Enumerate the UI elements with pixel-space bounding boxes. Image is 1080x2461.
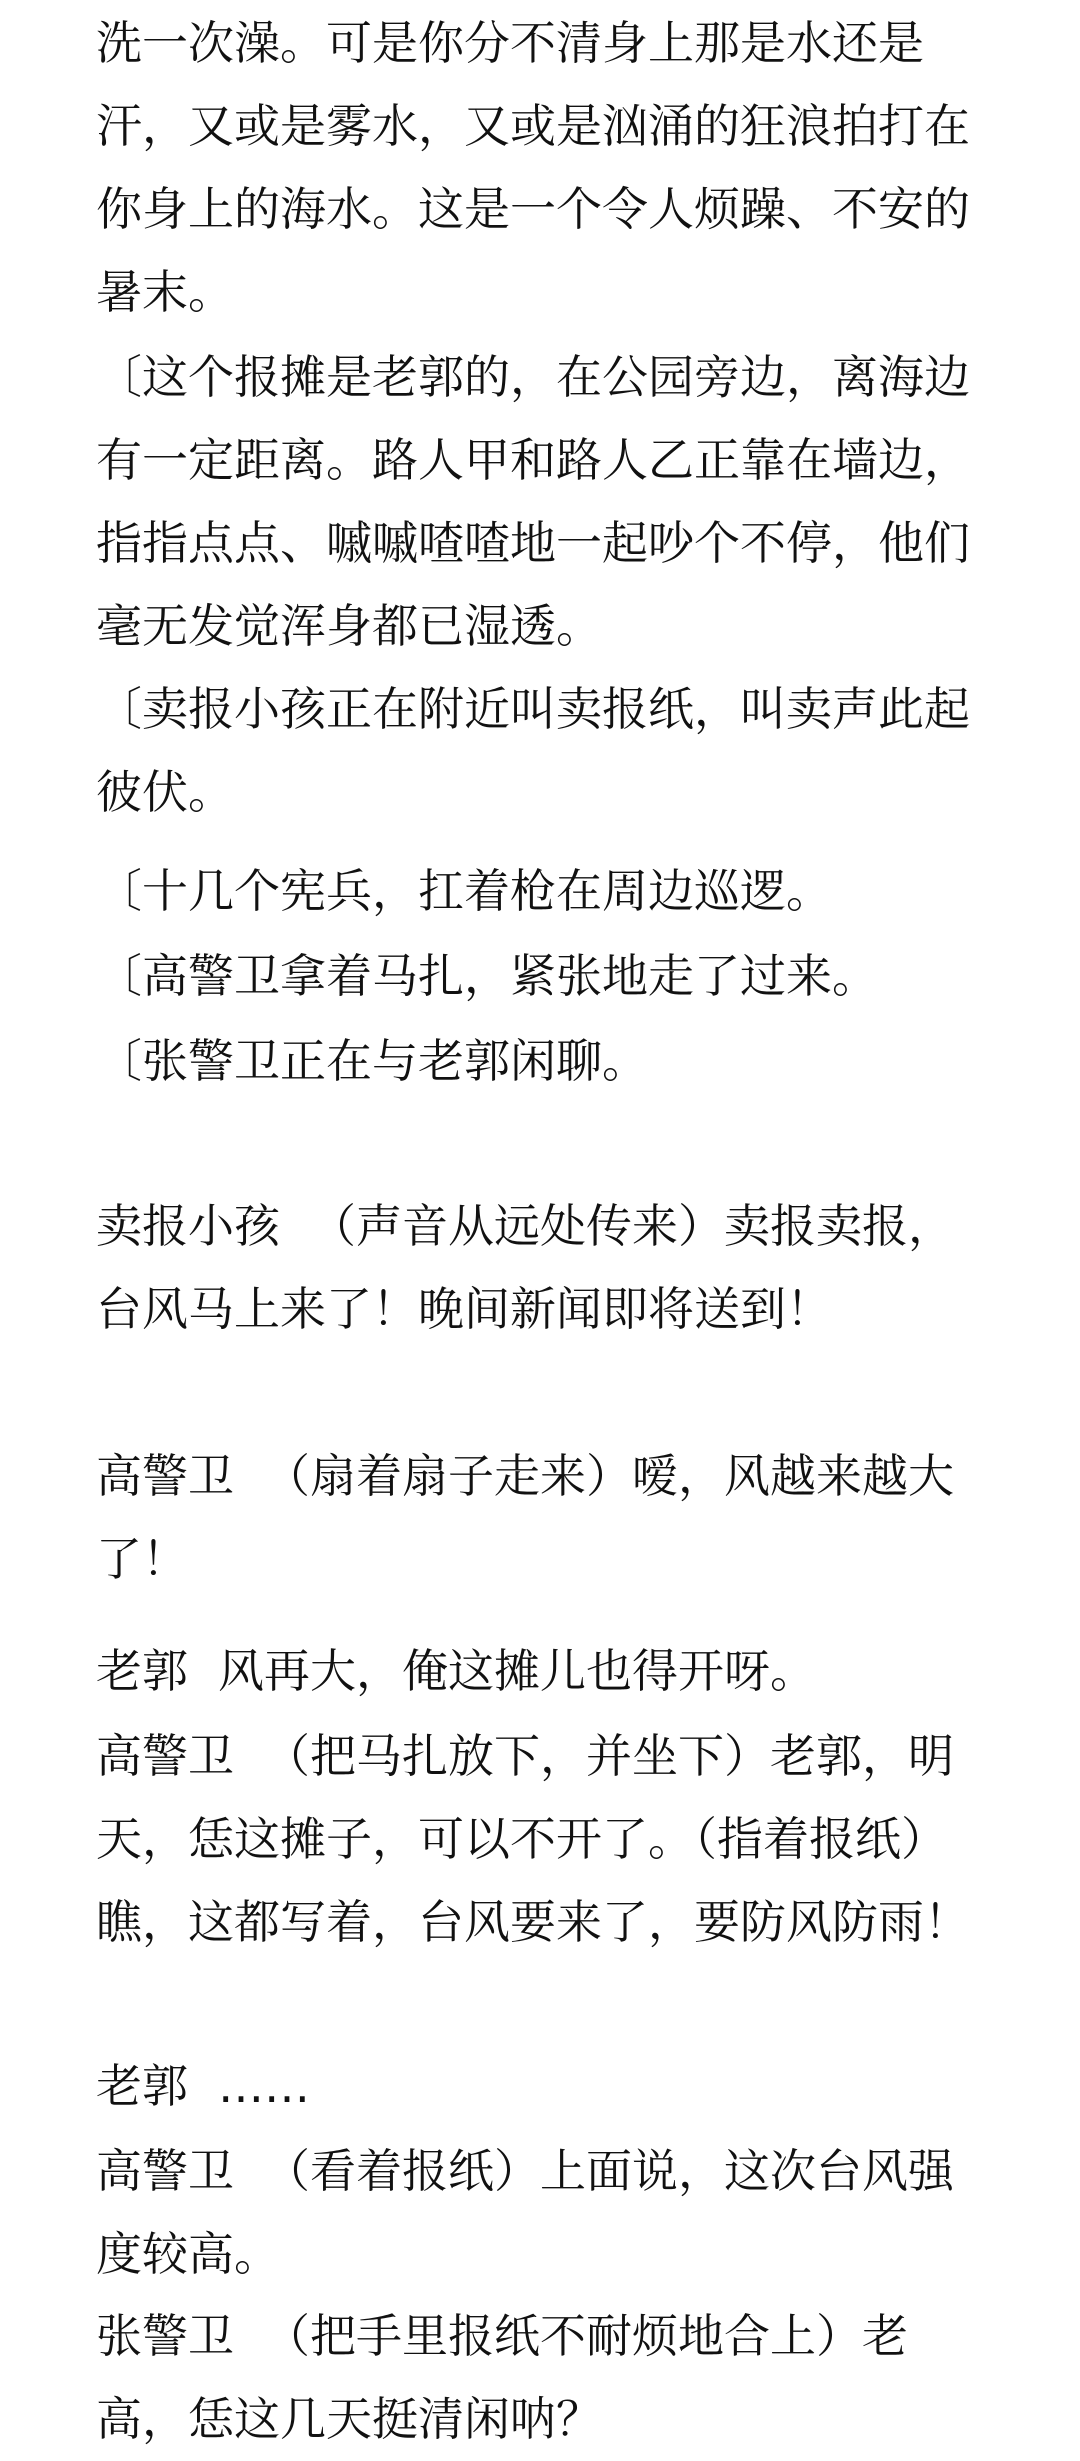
dialogue-line (96, 1630, 996, 1713)
speaker-name: 老郭 (96, 2059, 188, 2113)
dialogue-text: …… (218, 2059, 310, 2113)
dialogue-text: （声音从远处传来）卖报卖报，台风马上来了！晚间新闻即将送到！ (96, 1199, 954, 1336)
stage-direction-paragraph: 〔卖报小孩正在附近叫卖报纸，叫卖声此起彼伏。 (96, 682, 970, 819)
dialogue-text: （看着报纸）上面说，这次台风强度较高。 (96, 2144, 954, 2281)
dialogue-text: （把手里报纸不耐烦地合上）老高，恁这几天挺清闲呐？ (96, 2309, 908, 2446)
dialogue-line (96, 2130, 996, 2296)
dialogue-line (96, 2295, 996, 2461)
dialogue-text: 风再大，俺这摊儿也得开呀。 (218, 1644, 816, 1698)
stage-direction-paragraph: 〔张警卫正在与老郭闲聊。 (96, 1034, 648, 1088)
speaker-name: 张警卫 (96, 2309, 234, 2363)
speaker-name: 卖报小孩 (96, 1199, 280, 1253)
speaker-name: 老郭 (96, 1644, 188, 1698)
dialogue-line (96, 1715, 996, 1964)
stage-direction-paragraph: 〔高警卫拿着马扎，紧张地走了过来。 (96, 949, 878, 1003)
speaker-name: 高警卫 (96, 1729, 234, 1783)
stage-direction-paragraph: 〔这个报摊是老郭的，在公园旁边，离海边有一定距离。路人甲和路人乙正靠在墙边，指指点点、嘁嘁喳喳地一起吵个不停，他们毫无发觉浑身都已湿透。 (96, 350, 970, 653)
stage-direction-paragraph: 〔十几个宪兵，扛着枪在周边巡逻。 (96, 864, 832, 918)
dialogue-text: （把马扎放下，并坐下）老郭，明天，恁这摊子，可以不开了。（指着报纸）瞧，这都写着，台风要来了，要防风防雨！ (96, 1729, 970, 1949)
stage-direction-paragraph: 洗一次澡。可是你分不清身上那是水还是汗，又或是雾水，又或是汹涌的狂浪拍打在你身上的海水。这是一个令人烦躁、不安的暑末。 (96, 16, 970, 319)
speaker-name: 高警卫 (96, 1449, 234, 1503)
dialogue-line (96, 2045, 996, 2128)
speaker-name: 高警卫 (96, 2144, 234, 2198)
dialogue-line (96, 1435, 996, 1601)
dialogue-text: （扇着扇子走来）嗳，风越来越大了！ (96, 1449, 954, 1586)
dialogue-line (96, 1185, 996, 1351)
